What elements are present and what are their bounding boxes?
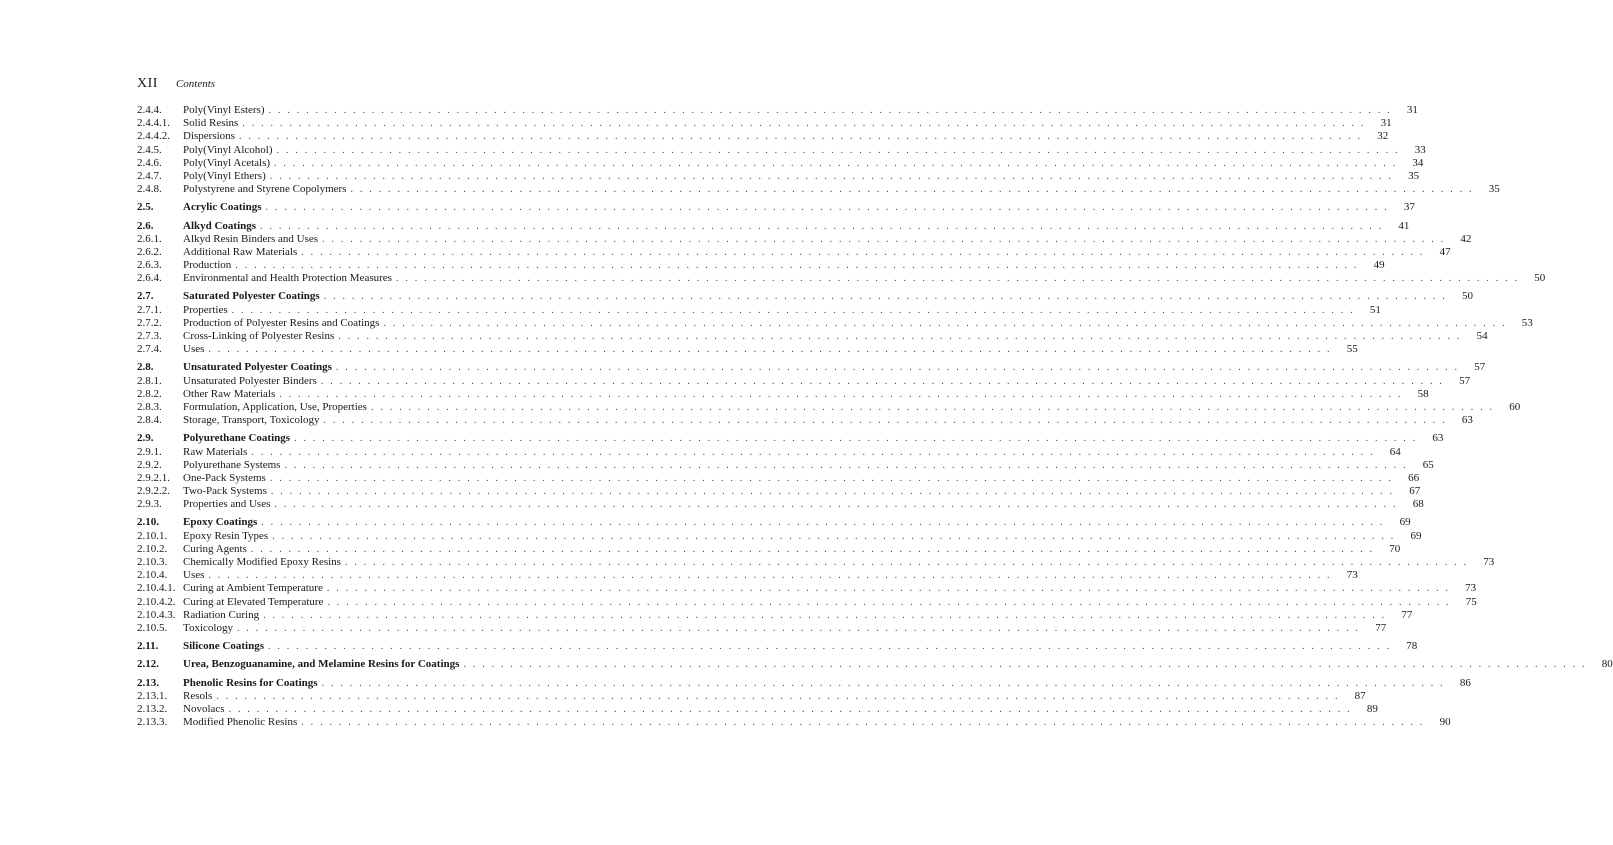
toc-entry-page: 32 [1377,130,1389,143]
toc-entry-title: Uses [183,569,205,582]
toc-entry-title: Urea, Benzoguanamine, and Melamine Resins for Coatings [183,658,460,671]
toc-section-entry [137,219,1410,233]
toc-dot-leader: . . . . . . . . . . . . . . . . . . . . . . . . . . . . . . . . . . . . . . . . . . . . . . . . . . . . . . . . . . . . . . . . . . . . . . . . . . . . . . . . . . . . . . . . . . . . . . . . . . . . . . . . . . . . . . . . . . . . . . . . [322,233,1446,245]
toc-entry-title: Polystyrene and Styrene Copolymers [183,183,347,196]
toc-entry [137,232,1472,246]
toc-entry-page: 73 [1483,556,1495,568]
toc-dot-leader: . . . . . . . . . . . . . . . . . . . . . . . . . . . . . . . . . . . . . . . . . . . . . . . . . . . . . . . . . . . . . . . . . . . . . . . . . . . . . . . . . . . . . . . . . . . . . . . . . . . . . . . . . . . . . . . . . . . . . . . . [238,131,1363,143]
toc-entry-title: Two-Pack Systems [183,485,267,498]
toc-entry [137,556,1495,569]
toc-entry [137,316,1533,330]
toc-entry-title: Epoxy Coatings [183,516,258,529]
toc-entry-number: 2.4.8. [137,183,162,196]
toc-dot-leader: . . . . . . . . . . . . . . . . . . . . . . . . . . . . . . . . . . . . . . . . . . . . . . . . . . . . . . . . . . . . . . . . . . . . . . . . . . . . . . . . . . . . . . . . . . . . . . . . . . . . . . . . . . . . . . . . . . . . . . . . [235,260,1359,272]
toc-section-entry [137,658,1613,671]
toc-dot-leader: . . . . . . . . . . . . . . . . . . . . . . . . . . . . . . . . . . . . . . . . . . . . . . . . . . . . . . . . . . . . . . . . . . . . . . . . . . . . . . . . . . . . . . . . . . . . . . . . . . . . . . . . . . . . . . . . . . . . . . . . [251,446,1375,458]
toc-entry [137,343,1358,356]
toc-entry-title: Poly(Vinyl Esters) [183,104,265,116]
toc-entry-title: Production of Polyester Resins and Coatings [183,316,380,329]
toc-entry-page: 57 [1474,361,1486,374]
toc-section-entry [137,516,1411,529]
toc-dot-leader: . . . . . . . . . . . . . . . . . . . . . . . . . . . . . . . . . . . . . . . . . . . . . . . . . . . . . . . . . . . . . . . . . . . . . . . . . . . . . . . . . . . . . . . . . . . . . . . . . . . . . . . . . . . . . . . . . . . . . . . . [269,170,1394,182]
toc-entry-number: 2.9.2. [137,458,162,471]
toc-dot-leader: . . . . . . . . . . . . . . . . . . . . . . . . . . . . . . . . . . . . . . . . . . . . . . . . . . . . . . . . . . . . . . . . . . . . . . . . . . . . . . . . . . . . . . . . . . . . . . . . . . . . . . . . . . . . . . . . . . . . . . . . [274,157,1398,169]
page-number: XII [137,76,158,91]
toc-entry [137,400,1521,414]
toc-entry-page: 31 [1380,117,1392,130]
toc-entry-title: Properties [183,303,228,316]
toc-entry-number: 2.9.2.1. [137,471,170,484]
toc-entry [137,130,1389,143]
toc-dot-leader: . . . . . . . . . . . . . . . . . . . . . . . . . . . . . . . . . . . . . . . . . . . . . . . . . . . . . . . . . . . . . . . . . . . . . . . . . . . . . . . . . . . . . . . . . . . . . . . . . . . . . . . . . . . . . . . . . . . . . . . . [294,433,1418,445]
toc-section-entry [137,432,1444,445]
toc-entry-number: 2.9.2.2. [137,485,170,498]
toc-entry-number: 2.9. [137,432,154,445]
toc-entry-number: 2.6.2. [137,245,162,258]
toc-entry-title: Poly(Vinyl Alcohol) [183,143,273,156]
toc-entry-page: 42 [1460,232,1472,245]
toc-entry [137,702,1378,716]
page-header [137,76,215,92]
toc-entry-page: 33 [1414,143,1426,156]
toc-entry-page: 67 [1409,485,1421,498]
toc-entry-title: Curing at Elevated Temperature [183,595,324,608]
running-title: Contents [175,78,216,90]
toc-entry-title: Modified Phenolic Resins [183,716,298,729]
toc-entry-number: 2.8. [137,361,154,374]
toc-dot-leader: . . . . . . . . . . . . . . . . . . . . . . . . . . . . . . . . . . . . . . . . . . . . . . . . . . . . . . . . . . . . . . . . . . . . . . . . . . . . . . . . . . . . . . . . . . . . . . . . . . . . . . . . . . . . . . . . . . . . . . . . [265,202,1389,214]
toc-entry-page: 37 [1403,201,1415,214]
toc-entry-number: 2.13. [137,676,159,689]
toc-entry [137,471,1420,485]
toc-entry [137,259,1385,272]
toc-entry-title: Chemically Modified Epoxy Resins [183,556,341,568]
toc-dot-leader: . . . . . . . . . . . . . . . . . . . . . . . . . . . . . . . . . . . . . . . . . . . . . . . . . . . . . . . . . . . . . . . . . . . . . . . . . . . . . . . . . . . . . . . . . . . . . . . . . . . . . . . . . . . . . . . . . . . . . . . . [236,622,1361,634]
toc-dot-leader: . . . . . . . . . . . . . . . . . . . . . . . . . . . . . . . . . . . . . . . . . . . . . . . . . . . . . . . . . . . . . . . . . . . . . . . . . . . . . . . . . . . . . . . . . . . . . . . . . . . . . . . . . . . . . . . . . . . . . . . . [208,344,1332,356]
toc-entry [137,169,1420,183]
toc-dot-leader: . . . . . . . . . . . . . . . . . . . . . . . . . . . . . . . . . . . . . . . . . . . . . . . . . . . . . . . . . . . . . . . . . . . . . . . . . . . . . . . . . . . . . . . . . . . . . . . . . . . . . . . . . . . . . . . . . . . . . . . . [327,596,1451,608]
toc-entry-number: 2.6.4. [137,272,162,285]
toc-entry-number: 2.13.3. [137,716,168,729]
toc-entry-page: 35 [1488,183,1500,196]
toc-entry-page: 75 [1465,595,1477,608]
toc-entry-number: 2.7.1. [137,303,162,316]
toc-entry-title: Unsaturated Polyester Binders [183,374,317,387]
toc-dot-leader: . . . . . . . . . . . . . . . . . . . . . . . . . . . . . . . . . . . . . . . . . . . . . . . . . . . . . . . . . . . . . . . . . . . . . . . . . . . . . . . . . . . . . . . . . . . . . . . . . . . . . . . . . . . . . . . . . . . . . . . . [231,304,1355,316]
toc-dot-leader: . . . . . . . . . . . . . . . . . . . . . . . . . . . . . . . . . . . . . . . . . . . . . . . . . . . . . . . . . . . . . . . . . . . . . . . . . . . . . . . . . . . . . . . . . . . . . . . . . . . . . . . . . . . . . . . . . . . . . . . . [274,499,1398,511]
toc-entry [137,445,1401,459]
toc-dot-leader: . . . . . . . . . . . . . . . . . . . . . . . . . . . . . . . . . . . . . . . . . . . . . . . . . . . . . . . . . . . . . . . . . . . . . . . . . . . . . . . . . . . . . . . . . . . . . . . . . . . . . . . . . . . . . . . . . . . . . . . . [276,144,1400,156]
toc-entry-number: 2.12. [137,658,159,671]
toc-entry [137,414,1473,427]
toc-entry-number: 2.10.5. [137,621,168,634]
toc-entry-number: 2.10.4. [137,569,168,582]
toc-entry [137,621,1387,635]
toc-entry-title: Environmental and Health Protection Measures [183,272,392,285]
toc-entry-page: 51 [1369,303,1381,316]
toc-entry-title: Unsaturated Polyester Coatings [183,361,332,374]
toc-entry [137,117,1392,130]
toc-dot-leader: . . . . . . . . . . . . . . . . . . . . . . . . . . . . . . . . . . . . . . . . . . . . . . . . . . . . . . . . . . . . . . . . . . . . . . . . . . . . . . . . . . . . . . . . . . . . . . . . . . . . . . . . . . . . . . . . . . . . . . . . [323,291,1447,303]
toc-entry-title: Storage, Transport, Toxicology [183,414,320,427]
toc-entry-number: 2.13.1. [137,689,168,702]
toc-entry-title: Alkyd Coatings [183,219,257,232]
toc-entry-number: 2.6. [137,219,154,232]
toc-dot-leader: . . . . . . . . . . . . . . . . . . . . . . . . . . . . . . . . . . . . . . . . . . . . . . . . . . . . . . . . . . . . . . . . . . . . . . . . . . . . . . . . . . . . . . . . . . . . . . . . . . . . . . . . . . . . . . . . . . . . . . . . [323,415,1447,427]
table-of-contents [137,104,1613,729]
toc-entry-title: Polyurethane Systems [183,458,281,471]
toc-entry [137,104,1418,117]
toc-entry-page: 50 [1534,272,1546,285]
toc-entry-page: 80 [1601,658,1613,671]
toc-entry [137,458,1434,472]
toc-entry-page: 50 [1462,290,1473,303]
toc-entry [137,374,1471,388]
toc-entry-page: 77 [1375,621,1387,634]
toc-entry-number: 2.7. [137,290,154,303]
toc-dot-leader: . . . . . . . . . . . . . . . . . . . . . . . . . . . . . . . . . . . . . . . . . . . . . . . . . . . . . . . . . . . . . . . . . . . . . . . . . . . . . . . . . . . . . . . . . . . . . . . . . . . . . . . . . . . . . . . . . . . . . . . . [268,105,1392,116]
toc-entry-title: One-Pack Systems [183,471,266,484]
toc-entry [137,498,1424,511]
toc-entry-title: Solid Resins [183,117,239,130]
toc-entry-page: 64 [1389,445,1401,458]
toc-entry [137,716,1451,729]
toc-entry-title: Resols [183,689,213,702]
toc-dot-leader: . . . . . . . . . . . . . . . . . . . . . . . . . . . . . . . . . . . . . . . . . . . . . . . . . . . . . . . . . . . . . . . . . . . . . . . . . . . . . . . . . . . . . . . . . . . . . . . . . . . . . . . . . . . . . . . . . . . . . . . . [350,184,1474,196]
toc-entry-number: 2.7.3. [137,330,162,342]
toc-entry-title: Raw Materials [183,445,248,458]
toc-entry-title: Other Raw Materials [183,387,276,400]
toc-dot-leader: . . . . . . . . . . . . . . . . . . . . . . . . . . . . . . . . . . . . . . . . . . . . . . . . . . . . . . . . . . . . . . . . . . . . . . . . . . . . . . . . . . . . . . . . . . . . . . . . . . . . . . . . . . . . . . . . . . . . . . . . [284,459,1408,471]
toc-section-entry [137,640,1418,653]
toc-entry [137,542,1401,556]
toc-entry-number: 2.5. [137,201,154,214]
toc-entry [137,608,1413,622]
toc-dot-leader: . . . . . . . . . . . . . . . . . . . . . . . . . . . . . . . . . . . . . . . . . . . . . . . . . . . . . . . . . . . . . . . . . . . . . . . . . . . . . . . . . . . . . . . . . . . . . . . . . . . . . . . . . . . . . . . . . . . . . . . . [344,557,1469,568]
toc-dot-leader: . . . . . . . . . . . . . . . . . . . . . . . . . . . . . . . . . . . . . . . . . . . . . . . . . . . . . . . . . . . . . . . . . . . . . . . . . . . . . . . . . . . . . . . . . . . . . . . . . . . . . . . . . . . . . . . . . . . . . . . . [261,517,1385,529]
toc-entry-title: Epoxy Resin Types [183,529,269,542]
toc-entry-page: 78 [1406,640,1418,653]
toc-dot-leader: . . . . . . . . . . . . . . . . . . . . . . . . . . . . . . . . . . . . . . . . . . . . . . . . . . . . . . . . . . . . . . . . . . . . . . . . . . . . . . . . . . . . . . . . . . . . . . . . . . . . . . . . . . . . . . . . . . . . . . . . [320,375,1445,387]
toc-dot-leader: . . . . . . . . . . . . . . . . . . . . . . . . . . . . . . . . . . . . . . . . . . . . . . . . . . . . . . . . . . . . . . . . . . . . . . . . . . . . . . . . . . . . . . . . . . . . . . . . . . . . . . . . . . . . . . . . . . . . . . . . [279,388,1403,400]
toc-entry-page: 31 [1406,104,1418,116]
toc-entry-title: Polyurethane Coatings [183,432,291,445]
toc-dot-leader: . . . . . . . . . . . . . . . . . . . . . . . . . . . . . . . . . . . . . . . . . . . . . . . . . . . . . . . . . . . . . . . . . . . . . . . . . . . . . . . . . . . . . . . . . . . . . . . . . . . . . . . . . . . . . . . . . . . . . . . . [463,659,1587,671]
toc-entry-number: 2.6.1. [137,232,162,245]
toc-entry-number: 2.8.1. [137,374,162,387]
toc-entry-number: 2.4.4.1. [137,117,170,130]
toc-dot-leader: . . . . . . . . . . . . . . . . . . . . . . . . . . . . . . . . . . . . . . . . . . . . . . . . . . . . . . . . . . . . . . . . . . . . . . . . . . . . . . . . . . . . . . . . . . . . . . . . . . . . . . . . . . . . . . . . . . . . . . . . [321,677,1445,689]
toc-dot-leader: . . . . . . . . . . . . . . . . . . . . . . . . . . . . . . . . . . . . . . . . . . . . . . . . . . . . . . . . . . . . . . . . . . . . . . . . . . . . . . . . . . . . . . . . . . . . . . . . . . . . . . . . . . . . . . . . . . . . . . . . [383,317,1507,329]
toc-entry-number: 2.9.3. [137,498,162,511]
toc-entry-number: 2.4.4. [137,104,162,116]
toc-entry-number: 2.10.1. [137,529,168,542]
toc-dot-leader: . . . . . . . . . . . . . . . . . . . . . . . . . . . . . . . . . . . . . . . . . . . . . . . . . . . . . . . . . . . . . . . . . . . . . . . . . . . . . . . . . . . . . . . . . . . . . . . . . . . . . . . . . . . . . . . . . . . . . . . . [208,570,1332,582]
toc-entry [137,582,1477,595]
toc-entry-page: 35 [1408,169,1420,182]
toc-entry [137,330,1488,343]
toc-dot-leader: . . . . . . . . . . . . . . . . . . . . . . . . . . . . . . . . . . . . . . . . . . . . . . . . . . . . . . . . . . . . . . . . . . . . . . . . . . . . . . . . . . . . . . . . . . . . . . . . . . . . . . . . . . . . . . . . . . . . . . . . [326,583,1451,595]
toc-dot-leader: . . . . . . . . . . . . . . . . . . . . . . . . . . . . . . . . . . . . . . . . . . . . . . . . . . . . . . . . . . . . . . . . . . . . . . . . . . . . . . . . . . . . . . . . . . . . . . . . . . . . . . . . . . . . . . . . . . . . . . . . [301,717,1425,729]
toc-dot-leader: . . . . . . . . . . . . . . . . . . . . . . . . . . . . . . . . . . . . . . . . . . . . . . . . . . . . . . . . . . . . . . . . . . . . . . . . . . . . . . . . . . . . . . . . . . . . . . . . . . . . . . . . . . . . . . . . . . . . . . . . [250,543,1375,555]
toc-entry-number: 2.10.4.1. [137,582,176,595]
toc-entry-title: Curing Agents [183,542,247,555]
toc-section-entry [137,676,1471,690]
toc-entry-page: 54 [1476,330,1488,342]
toc-entry [137,156,1424,170]
toc-entry-number: 2.8.3. [137,400,162,413]
toc-entry [137,245,1451,259]
toc-entry-title: Alkyd Resin Binders and Uses [183,232,319,245]
toc-entry-number: 2.10.2. [137,542,168,555]
toc-entry-number: 2.11. [137,640,159,653]
toc-entry-page: 41 [1398,219,1410,232]
toc-entry-number: 2.4.7. [137,169,162,182]
toc-entry [137,143,1426,157]
toc-dot-leader: . . . . . . . . . . . . . . . . . . . . . . . . . . . . . . . . . . . . . . . . . . . . . . . . . . . . . . . . . . . . . . . . . . . . . . . . . . . . . . . . . . . . . . . . . . . . . . . . . . . . . . . . . . . . . . . . . . . . . . . . [301,246,1425,258]
toc-section-entry [137,290,1473,303]
toc-entry-title: Dispersions [183,130,235,143]
toc-entry [137,689,1366,703]
toc-entry-title: Acrylic Coatings [183,201,262,214]
toc-entry-number: 2.10. [137,516,159,529]
toc-entry-number: 2.10.4.2. [137,595,176,608]
toc-entry-page: 69 [1410,529,1422,542]
toc-entry-title: Poly(Vinyl Ethers) [183,169,266,182]
toc-entry-title: Radiation Curing [183,608,260,621]
toc-entry-title: Silicone Coatings [183,640,264,653]
toc-entry-number: 2.4.4.2. [137,130,170,143]
toc-dot-leader: . . . . . . . . . . . . . . . . . . . . . . . . . . . . . . . . . . . . . . . . . . . . . . . . . . . . . . . . . . . . . . . . . . . . . . . . . . . . . . . . . . . . . . . . . . . . . . . . . . . . . . . . . . . . . . . . . . . . . . . . [370,401,1495,413]
toc-entry-page: 69 [1399,516,1411,529]
toc-entry-title: Properties and Uses [183,498,271,511]
toc-entry-title: Phenolic Resins for Coatings [183,676,318,689]
toc-entry-page: 65 [1422,458,1434,471]
toc-entry-page: 63 [1461,414,1473,427]
toc-dot-leader: . . . . . . . . . . . . . . . . . . . . . . . . . . . . . . . . . . . . . . . . . . . . . . . . . . . . . . . . . . . . . . . . . . . . . . . . . . . . . . . . . . . . . . . . . . . . . . . . . . . . . . . . . . . . . . . . . . . . . . . . [270,486,1395,498]
toc-entry-number: 2.7.2. [137,316,162,329]
toc-entry-number: 2.4.5. [137,143,162,156]
toc-dot-leader: . . . . . . . . . . . . . . . . . . . . . . . . . . . . . . . . . . . . . . . . . . . . . . . . . . . . . . . . . . . . . . . . . . . . . . . . . . . . . . . . . . . . . . . . . . . . . . . . . . . . . . . . . . . . . . . . . . . . . . . . [263,609,1387,621]
toc-entry [137,183,1500,196]
toc-entry-page: 77 [1401,608,1413,621]
toc-dot-leader: . . . . . . . . . . . . . . . . . . . . . . . . . . . . . . . . . . . . . . . . . . . . . . . . . . . . . . . . . . . . . . . . . . . . . . . . . . . . . . . . . . . . . . . . . . . . . . . . . . . . . . . . . . . . . . . . . . . . . . . . [267,641,1392,653]
toc-entry-title: Curing at Ambient Temperature [183,582,323,595]
toc-entry-page: 87 [1354,689,1366,702]
toc-entry-page: 34 [1412,156,1424,169]
toc-entry-title: Poly(Vinyl Acetals) [183,156,271,169]
toc-entry-page: 63 [1432,432,1444,445]
toc-entry-title: Additional Raw Materials [183,245,298,258]
toc-entry-number: 2.8.4. [137,414,162,427]
toc-entry-number: 2.10.3. [137,556,168,568]
toc-entry [137,569,1358,582]
toc-entry-number: 2.9.1. [137,445,162,458]
toc-dot-leader: . . . . . . . . . . . . . . . . . . . . . . . . . . . . . . . . . . . . . . . . . . . . . . . . . . . . . . . . . . . . . . . . . . . . . . . . . . . . . . . . . . . . . . . . . . . . . . . . . . . . . . . . . . . . . . . . . . . . . . . . [338,331,1462,342]
toc-entry-page: 53 [1521,316,1533,329]
toc-entry-page: 86 [1459,676,1471,689]
toc-entry [137,303,1381,317]
toc-entry-number: 2.6.3. [137,259,162,272]
toc-entry-page: 90 [1439,716,1451,729]
toc-entry-page: 55 [1346,343,1358,356]
toc-entry-page: 73 [1346,569,1358,582]
toc-entry-number: 2.13.2. [137,702,168,715]
toc-entry-page: 89 [1366,702,1378,715]
toc-entry-page: 73 [1465,582,1477,595]
toc-entry-title: Uses [183,343,205,356]
toc-entry-title: Saturated Polyester Coatings [183,290,320,303]
toc-dot-leader: . . . . . . . . . . . . . . . . . . . . . . . . . . . . . . . . . . . . . . . . . . . . . . . . . . . . . . . . . . . . . . . . . . . . . . . . . . . . . . . . . . . . . . . . . . . . . . . . . . . . . . . . . . . . . . . . . . . . . . . . [260,220,1384,232]
toc-entry-page: 47 [1439,245,1451,258]
toc-entry-page: 57 [1459,374,1471,387]
toc-entry-title: Cross-Linking of Polyester Resins [183,330,335,342]
toc-dot-leader: . . . . . . . . . . . . . . . . . . . . . . . . . . . . . . . . . . . . . . . . . . . . . . . . . . . . . . . . . . . . . . . . . . . . . . . . . . . . . . . . . . . . . . . . . . . . . . . . . . . . . . . . . . . . . . . . . . . . . . . . [395,273,1520,285]
toc-entry-title: Toxicology [183,621,233,634]
toc-entry-page: 70 [1389,542,1401,555]
toc-entry-page: 60 [1509,400,1521,413]
toc-entry-page: 66 [1408,471,1420,484]
toc-entry-title: Novolacs [183,702,225,715]
toc-entry [137,272,1546,285]
toc-entry-page: 58 [1417,387,1429,400]
toc-entry-number: 2.4.6. [137,156,162,169]
toc-dot-leader: . . . . . . . . . . . . . . . . . . . . . . . . . . . . . . . . . . . . . . . . . . . . . . . . . . . . . . . . . . . . . . . . . . . . . . . . . . . . . . . . . . . . . . . . . . . . . . . . . . . . . . . . . . . . . . . . . . . . . . . . [272,530,1396,542]
toc-entry-number: 2.8.2. [137,387,162,400]
toc-entry [137,529,1422,543]
toc-section-entry [137,201,1415,214]
toc-entry [137,387,1429,401]
toc-dot-leader: . . . . . . . . . . . . . . . . . . . . . . . . . . . . . . . . . . . . . . . . . . . . . . . . . . . . . . . . . . . . . . . . . . . . . . . . . . . . . . . . . . . . . . . . . . . . . . . . . . . . . . . . . . . . . . . . . . . . . . . . [242,118,1366,130]
toc-section-entry [137,361,1486,374]
toc-dot-leader: . . . . . . . . . . . . . . . . . . . . . . . . . . . . . . . . . . . . . . . . . . . . . . . . . . . . . . . . . . . . . . . . . . . . . . . . . . . . . . . . . . . . . . . . . . . . . . . . . . . . . . . . . . . . . . . . . . . . . . . . [216,690,1340,702]
toc-dot-leader: . . . . . . . . . . . . . . . . . . . . . . . . . . . . . . . . . . . . . . . . . . . . . . . . . . . . . . . . . . . . . . . . . . . . . . . . . . . . . . . . . . . . . . . . . . . . . . . . . . . . . . . . . . . . . . . . . . . . . . . . [335,362,1460,374]
toc-entry-page: 49 [1373,259,1385,272]
toc-entry-title: Formulation, Application, Use, Properties [183,400,367,413]
toc-entry-page: 68 [1412,498,1424,511]
toc-entry-number: 2.7.4. [137,343,162,356]
toc-dot-leader: . . . . . . . . . . . . . . . . . . . . . . . . . . . . . . . . . . . . . . . . . . . . . . . . . . . . . . . . . . . . . . . . . . . . . . . . . . . . . . . . . . . . . . . . . . . . . . . . . . . . . . . . . . . . . . . . . . . . . . . . [269,472,1394,484]
toc-entry-title: Production [183,259,232,272]
toc-entry [137,485,1421,498]
toc-entry [137,595,1477,609]
toc-dot-leader: . . . . . . . . . . . . . . . . . . . . . . . . . . . . . . . . . . . . . . . . . . . . . . . . . . . . . . . . . . . . . . . . . . . . . . . . . . . . . . . . . . . . . . . . . . . . . . . . . . . . . . . . . . . . . . . . . . . . . . . . [228,703,1352,715]
toc-entry-number: 2.10.4.3. [137,608,176,621]
